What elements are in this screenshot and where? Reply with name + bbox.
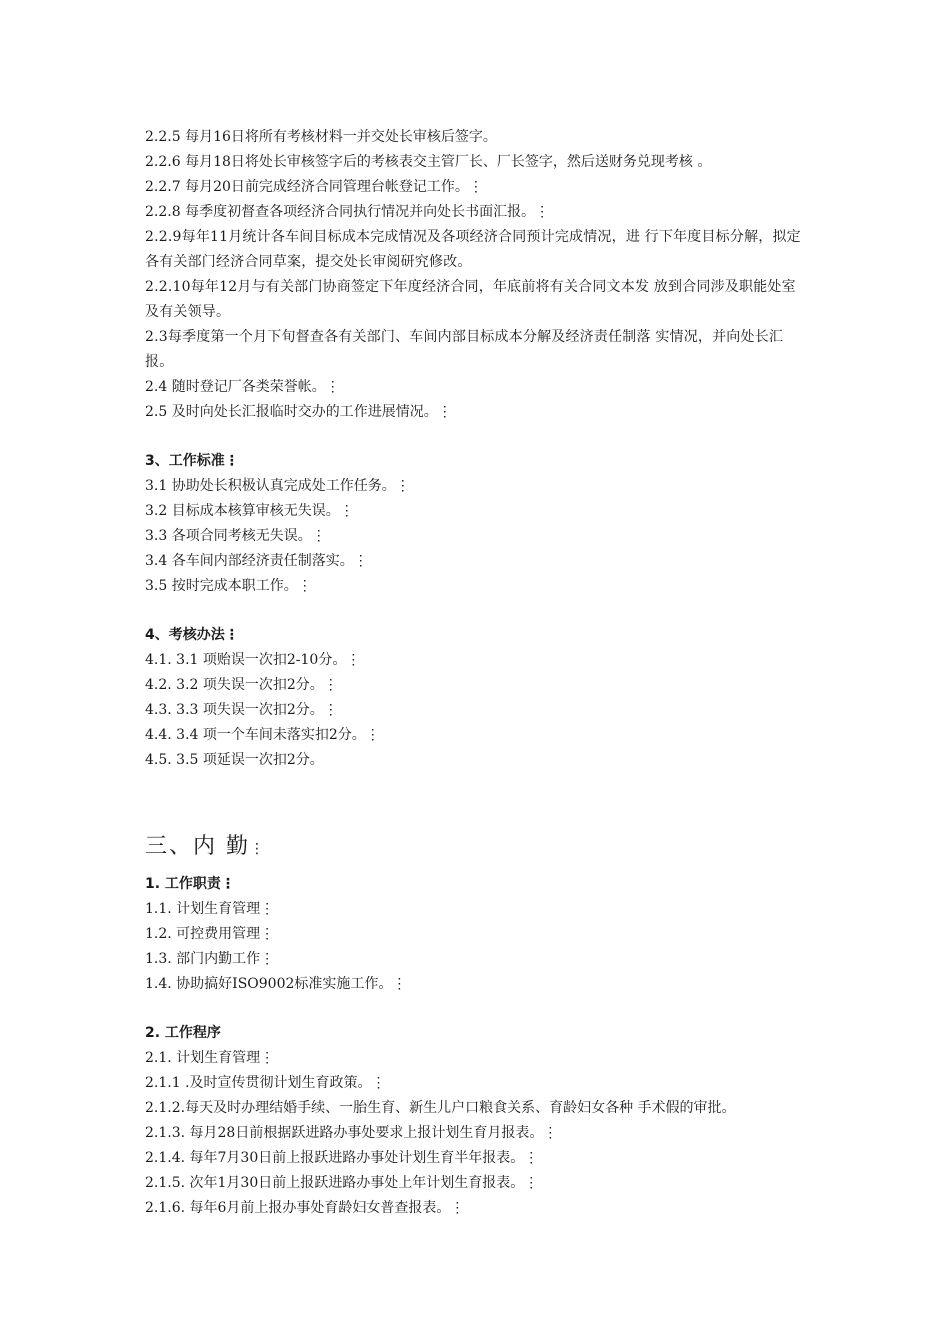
chapter-title bbox=[145, 829, 815, 865]
assessment-section bbox=[145, 623, 815, 773]
chapter-title-text: 三、内 勤 bbox=[145, 834, 250, 859]
list-item: 2.1.2.每天及时办理结婚手续、一胎生育、新生儿户口粮食关系、育龄妇女各种 手术假的审批。 bbox=[145, 1100, 736, 1116]
list-item: 3.3 各项合同考核无失误。⋮ bbox=[145, 528, 326, 544]
list-item: 2.4 随时登记厂各类荣誉帐。⋮ bbox=[145, 379, 340, 395]
section-heading: 2. 工作程序 bbox=[145, 1025, 221, 1041]
list-item: 2.2.5 每月16日将所有考核材料一并交处长审核后签字。 bbox=[145, 129, 497, 145]
list-item: 2.1.3. 每月28日前根据跃进路办事处要求上报计划生育月报表。⋮ bbox=[145, 1125, 558, 1141]
list-item: 4.3. 3.3 项失误一次扣2分。⋮ bbox=[145, 702, 338, 718]
list-item: 1.3. 部门内勤工作⋮ bbox=[145, 951, 275, 967]
list-item: 2.1.1 .及时宣传贯彻计划生育政策。⋮ bbox=[145, 1075, 386, 1091]
section-heading: 3、工作标准⋮ bbox=[145, 453, 239, 469]
list-item: 3.5 按时完成本职工作。⋮ bbox=[145, 578, 312, 594]
list-item: 3.2 目标成本核算审核无失误。⋮ bbox=[145, 503, 354, 519]
list-item: 4.1. 3.1 项贻误一次扣2-10分。⋮ bbox=[145, 652, 361, 668]
list-item: 2.1.4. 每年7月30日前上报跃进路办事处计划生育半年报表。⋮ bbox=[145, 1150, 539, 1166]
list-item: 2.1.6. 每年6月前上报办事处育龄妇女普查报表。⋮ bbox=[145, 1200, 465, 1216]
list-item: 1.2. 可控费用管理⋮ bbox=[145, 926, 275, 942]
procedure-section bbox=[145, 1021, 815, 1221]
list-item: 4.5. 3.5 项延误一次扣2分。 bbox=[145, 752, 324, 768]
list-item: 2.2.6 每月18日将处长审核签字后的考核表交主管厂长、厂长签字，然后送财务兑现考核 。 bbox=[145, 154, 712, 170]
standards-section bbox=[145, 449, 815, 599]
section-heading: 4、考核办法⋮ bbox=[145, 627, 239, 643]
list-item: 1.1. 计划生育管理⋮ bbox=[145, 901, 275, 917]
list-item-wrapped: 2.3每季度第一个月下旬督查各有关部门、车间内部目标成本分解及经济责任制落 实情况，并向处长汇报。 bbox=[145, 329, 784, 370]
list-item: 4.2. 3.2 项失误一次扣2分。⋮ bbox=[145, 677, 338, 693]
list-item: 1.4. 协助搞好ISO9002标准实施工作。⋮ bbox=[145, 976, 407, 992]
list-item: 2.2.7 每月20日前完成经济合同管理台帐登记工作。⋮ bbox=[145, 179, 483, 195]
section-heading: 1. 工作职责⋮ bbox=[145, 876, 235, 892]
list-item-wrapped: 2.2.9每年11月统计各车间目标成本完成情况及各项经济合同预计完成情况，进 行下年度目标分解，拟定各有关部门经济合同草案，提交处长审阅研究修改。 bbox=[145, 229, 801, 270]
section-two-list bbox=[145, 125, 815, 425]
list-item: 3.4 各车间内部经济责任制落实。⋮ bbox=[145, 553, 368, 569]
list-item: 3.1 协助处长积极认真完成处工作任务。⋮ bbox=[145, 478, 410, 494]
internal-section bbox=[145, 829, 815, 865]
list-item: 2.1. 计划生育管理⋮ bbox=[145, 1050, 275, 1066]
list-item: 4.4. 3.4 项一个车间未落实扣2分。⋮ bbox=[145, 727, 380, 743]
list-item: 2.5 及时向处长汇报临时交办的工作进展情况。⋮ bbox=[145, 404, 452, 420]
duties-section bbox=[145, 872, 815, 997]
list-item: 2.1.5. 次年1月30日前上报跃进路办事处上年计划生育报表。⋮ bbox=[145, 1175, 539, 1191]
list-item-wrapped: 2.2.10每年12月与有关部门协商签定下年度经济合同，年底前将有关合同文本发 放到合同涉及职能处室及有关领导。 bbox=[145, 279, 796, 320]
list-item: 2.2.8 每季度初督查各项经济合同执行情况并向处长书面汇报。⋮ bbox=[145, 204, 550, 220]
chapter-title-mark: ⋮ bbox=[250, 841, 264, 857]
